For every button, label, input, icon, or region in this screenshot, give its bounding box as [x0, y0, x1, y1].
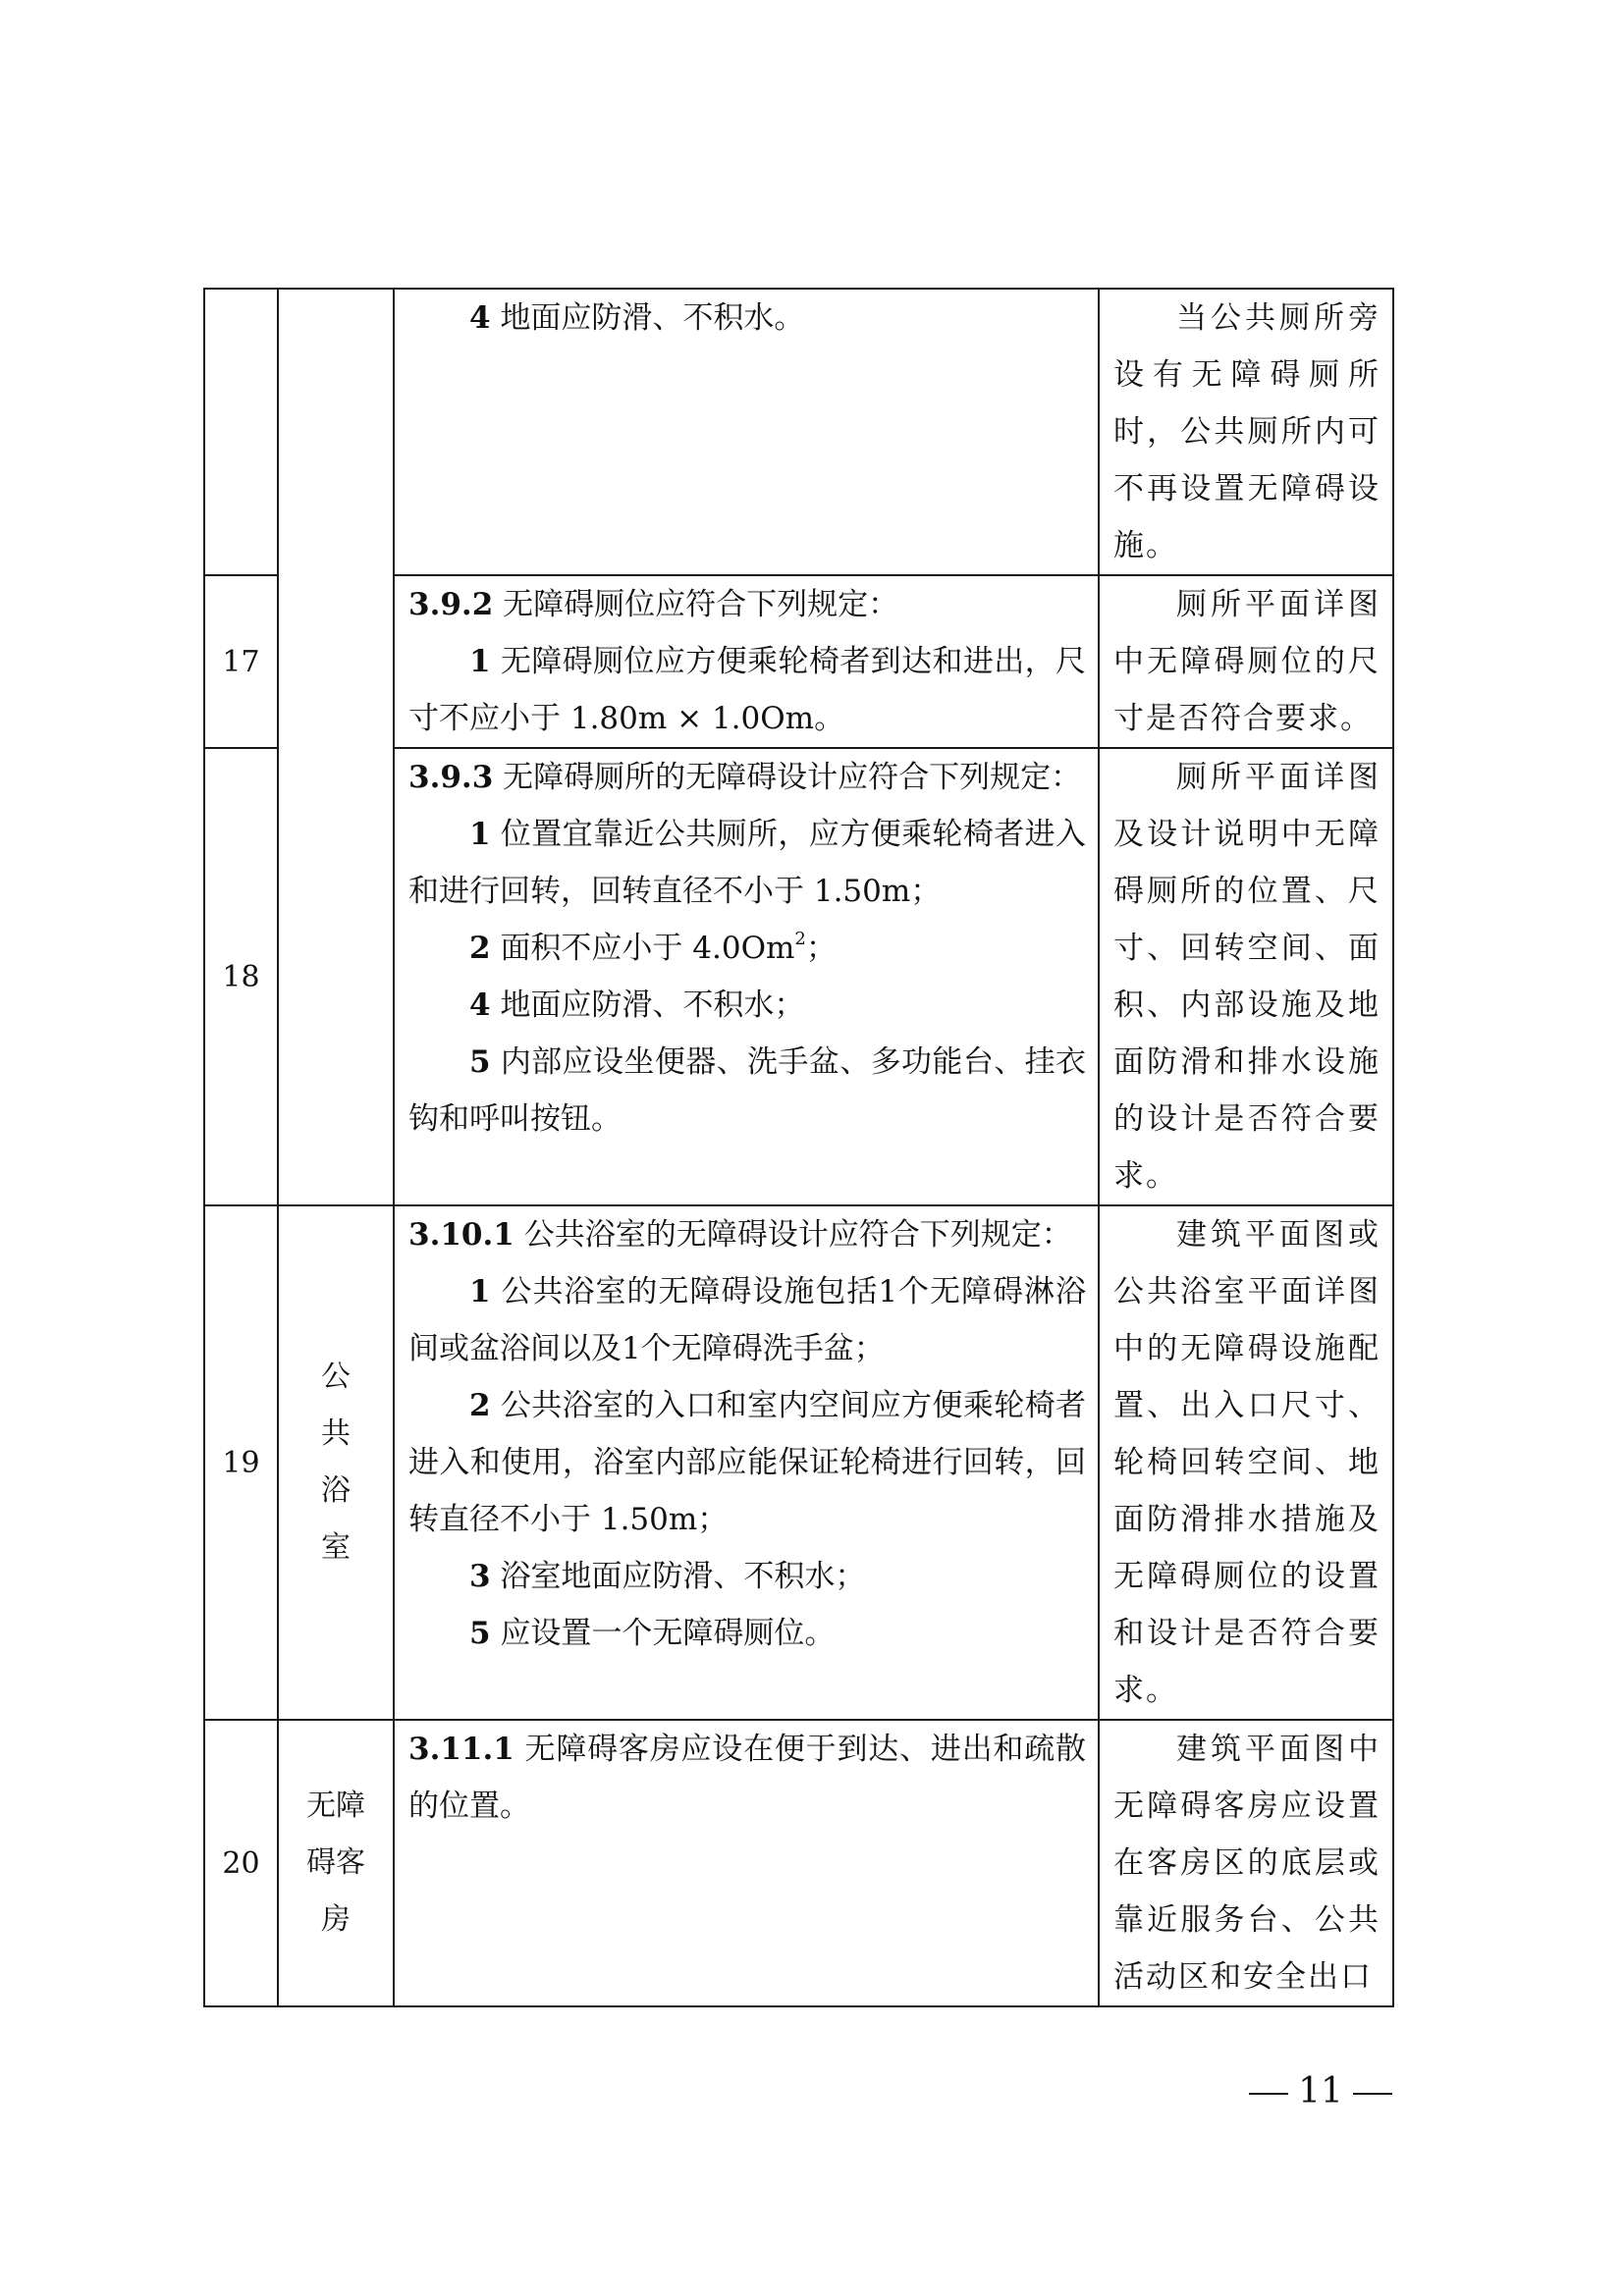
clause: 3 浴室地面应防滑、不积水； [469, 1559, 866, 1594]
clause: 4 地面应防滑、不积水。 [469, 300, 805, 336]
review-points-cell: 建筑平面图或公共浴室平面详图中的无障碍设施配置、出入口尺寸、轮椅回转空间、地面防滑排水措施及无障碍厕位的设置和设计是否符合要求。 [1099, 1205, 1393, 1720]
clause: 2 公共浴室的入口和室内空间应方便乘轮椅者进入和使用，浴室内部应能保证轮椅进行回转，回转直径不小于 1.50m； [408, 1388, 1087, 1537]
review-table [203, 288, 1394, 2007]
requirement-cell [394, 1205, 1099, 1720]
clause: 5 内部应设坐便器、洗手盆、多功能台、挂衣钩和呼叫按钮。 [408, 1044, 1087, 1137]
page-number: 11 [1237, 2067, 1404, 2116]
clause: 1 公共浴室的无障碍设施包括1个无障碍淋浴间或盆浴间以及1个无障碍洗手盆； [408, 1274, 1086, 1366]
table-row [204, 1720, 1393, 2006]
clause: 1 无障碍厕位应方便乘轮椅者到达和进出，尺寸不应小于 1.80m × 1.0Om。 [408, 644, 1087, 736]
requirement-cell [394, 748, 1099, 1205]
review-points-cell: 厕所平面详图及设计说明中无障碍厕所的位置、尺寸、回转空间、面积、内部设施及地面防滑和排水设施的设计是否符合要求。 [1099, 748, 1393, 1205]
requirement-cell [394, 1720, 1099, 2006]
clause: 3.10.1 公共浴室的无障碍设计应符合下列规定： [408, 1217, 1072, 1253]
category-cell: 无障碍客房 [278, 1720, 394, 2006]
row-number: 17 [204, 575, 278, 748]
clause: 3.9.2 无障碍厕位应符合下列规定： [408, 587, 899, 622]
row-number: 19 [204, 1205, 278, 1720]
clause: 2 面积不应小于 4.0Om$^2$； [469, 929, 837, 966]
row-number [204, 289, 278, 575]
clause: 4 地面应防滑、不积水； [469, 988, 805, 1023]
category-cell: 公共浴室 [278, 1205, 394, 1720]
clause: 3.9.3 无障碍厕所的无障碍设计应符合下列规定： [408, 760, 1082, 795]
footer-dash-left [1249, 2093, 1288, 2095]
clause: 1 位置宜靠近公共厕所，应方便乘轮椅者进入和进行回转，回转直径不小于 1.50m； [408, 817, 1087, 909]
clause: 3.11.1 无障碍客房应设在便于到达、进出和疏散的位置。 [408, 1732, 1087, 1824]
row-number: 20 [204, 1720, 278, 2006]
review-points-cell: 厕所平面详图中无障碍厕位的尺寸是否符合要求。 [1099, 575, 1393, 748]
review-points-cell: 建筑平面图中无障碍客房应设置在客房区的底层或靠近服务台、公共活动区和安全出口 [1099, 1720, 1393, 2006]
category-cell [278, 289, 394, 1205]
table-row [204, 289, 1393, 575]
clause: 5 应设置一个无障碍厕位。 [469, 1616, 836, 1651]
table-row [204, 1205, 1393, 1720]
row-number: 18 [204, 748, 278, 1205]
requirement-cell [394, 575, 1099, 748]
requirement-cell [394, 289, 1099, 575]
footer-dash-right [1353, 2093, 1392, 2095]
review-points-cell: 当公共厕所旁设有无障碍厕所时，公共厕所内可不再设置无障碍设施。 [1099, 289, 1393, 575]
